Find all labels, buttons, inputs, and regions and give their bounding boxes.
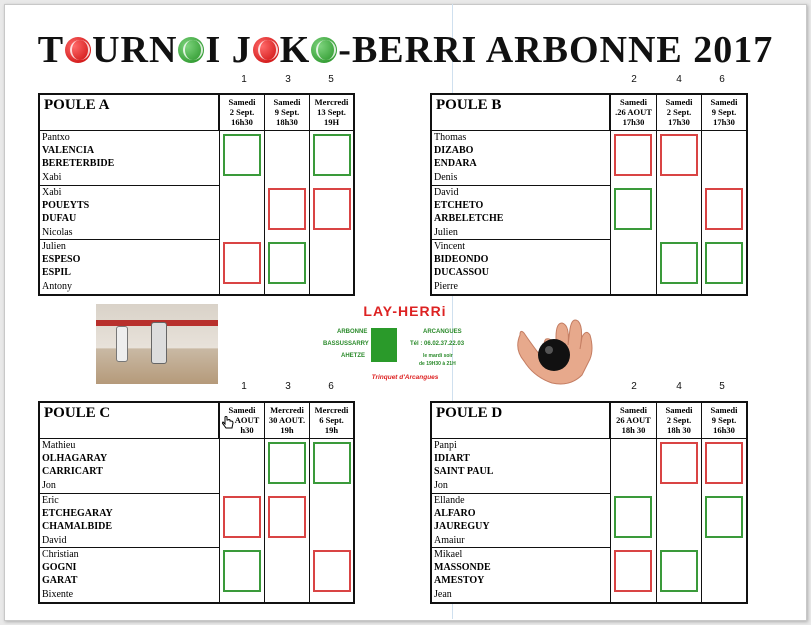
team-entry: Christian GOGNI GARAT Bixente [40,547,220,602]
team-entry: Pantxo VALENCIA BERETERBIDE Xabi [40,131,220,185]
green-ball-icon [311,37,337,63]
score-box[interactable] [223,496,261,538]
score-box[interactable] [660,442,698,484]
score-box[interactable] [223,134,261,176]
poule-name: POULE D [432,403,610,439]
team-entry: Thomas DIZABO ENDARA Denis [432,131,611,185]
green-ball-icon [178,37,204,63]
match-date: Samedi .26 AOUT 17h30 [610,95,656,131]
round-number: 4 [676,74,682,85]
poule-c-table [38,401,355,604]
poule-d-table [430,401,748,604]
round-number: 6 [719,74,725,85]
score-box[interactable] [313,134,351,176]
score-box[interactable] [705,442,743,484]
score-box[interactable] [268,442,306,484]
poule-b-table [430,93,748,296]
trinquet-photo [96,304,218,384]
team-entry: Ellande ALFARO JAUREGUY Amaiur [432,493,611,547]
team-entry: David ETCHETO ARBELETCHE Julien [432,185,611,239]
team-entry: Julien ESPESO ESPIL Antony [40,239,220,294]
match-date: Mercredi 30 AOUT. 19h [264,403,309,439]
score-box[interactable] [223,550,261,592]
match-date: Mercredi 13 Sept. 19H [309,95,353,131]
match-date: Mercredi 6 Sept. 19h [309,403,353,439]
score-box[interactable] [268,496,306,538]
match-date: Samedi 2 Sept. 17h30 [656,95,701,131]
hand-with-ball-icon [512,315,596,389]
red-ball-icon [65,37,91,63]
team-entry: Vincent BIDEONDO DUCASSOU Pierre [432,239,611,294]
round-number: 2 [631,74,637,85]
match-date: Samedi 26 AOUT 18h 30 [610,403,656,439]
team-entry: Eric ETCHEGARAY CHAMALBIDE David [40,493,220,547]
score-box[interactable] [614,188,652,230]
score-box[interactable] [705,242,743,284]
round-number: 3 [285,381,291,392]
team-entry: Panpi IDIART SAINT PAUL Jon [432,439,611,493]
team-entry: Mikael MASSONDE AMESTOY Jean [432,547,611,602]
team-entry: Xabi POUEYTS DUFAU Nicolas [40,185,220,239]
round-number: 5 [719,381,725,392]
score-box[interactable] [313,442,351,484]
round-number: 1 [241,381,247,392]
score-box[interactable] [705,496,743,538]
team-entry: Mathieu OLHAGARAY CARRICART Jon [40,439,220,493]
match-date: Samedi 9 Sept. 18h30 [264,95,309,131]
score-box[interactable] [614,550,652,592]
poule-a-table [38,93,355,296]
score-box[interactable] [660,134,698,176]
score-box[interactable] [313,188,351,230]
score-box[interactable] [705,188,743,230]
score-box[interactable] [268,242,306,284]
round-number: 5 [328,74,334,85]
match-date: Samedi 9 Sept. 17h30 [701,95,746,131]
round-number: 3 [285,74,291,85]
score-box[interactable] [313,550,351,592]
match-date: Samedi AOUT h30 [219,403,264,439]
score-box[interactable] [660,242,698,284]
score-box[interactable] [614,134,652,176]
hand-cursor-icon [221,416,235,430]
lay-herri-logo: LAY-HERRi ARBONNE BASSUSSARRY AHETZE ARCANGUES Tél : 06.02.37.22.03 le mardi soir de 19H30 à 21H Trinquet d'Arcangues [323,303,465,381]
round-number: 2 [631,381,637,392]
red-ball-icon [253,37,279,63]
poule-name: POULE A [40,95,219,131]
score-box[interactable] [660,550,698,592]
match-date: Samedi 2 Sept. 18h 30 [656,403,701,439]
match-date: Samedi 9 Sept. 16h30 [701,403,746,439]
round-number: 6 [328,381,334,392]
match-date: Samedi 2 Sept. 16h30 [219,95,264,131]
score-box[interactable] [614,496,652,538]
score-box[interactable] [223,242,261,284]
round-number: 1 [241,74,247,85]
tournament-title: T URN I J K -BERRI ARBONNE 2017 [37,29,774,71]
round-number: 4 [676,381,682,392]
emblem-icon [371,328,397,362]
poule-name: POULE C [40,403,219,439]
score-box[interactable] [268,188,306,230]
poule-name: POULE B [432,95,610,131]
